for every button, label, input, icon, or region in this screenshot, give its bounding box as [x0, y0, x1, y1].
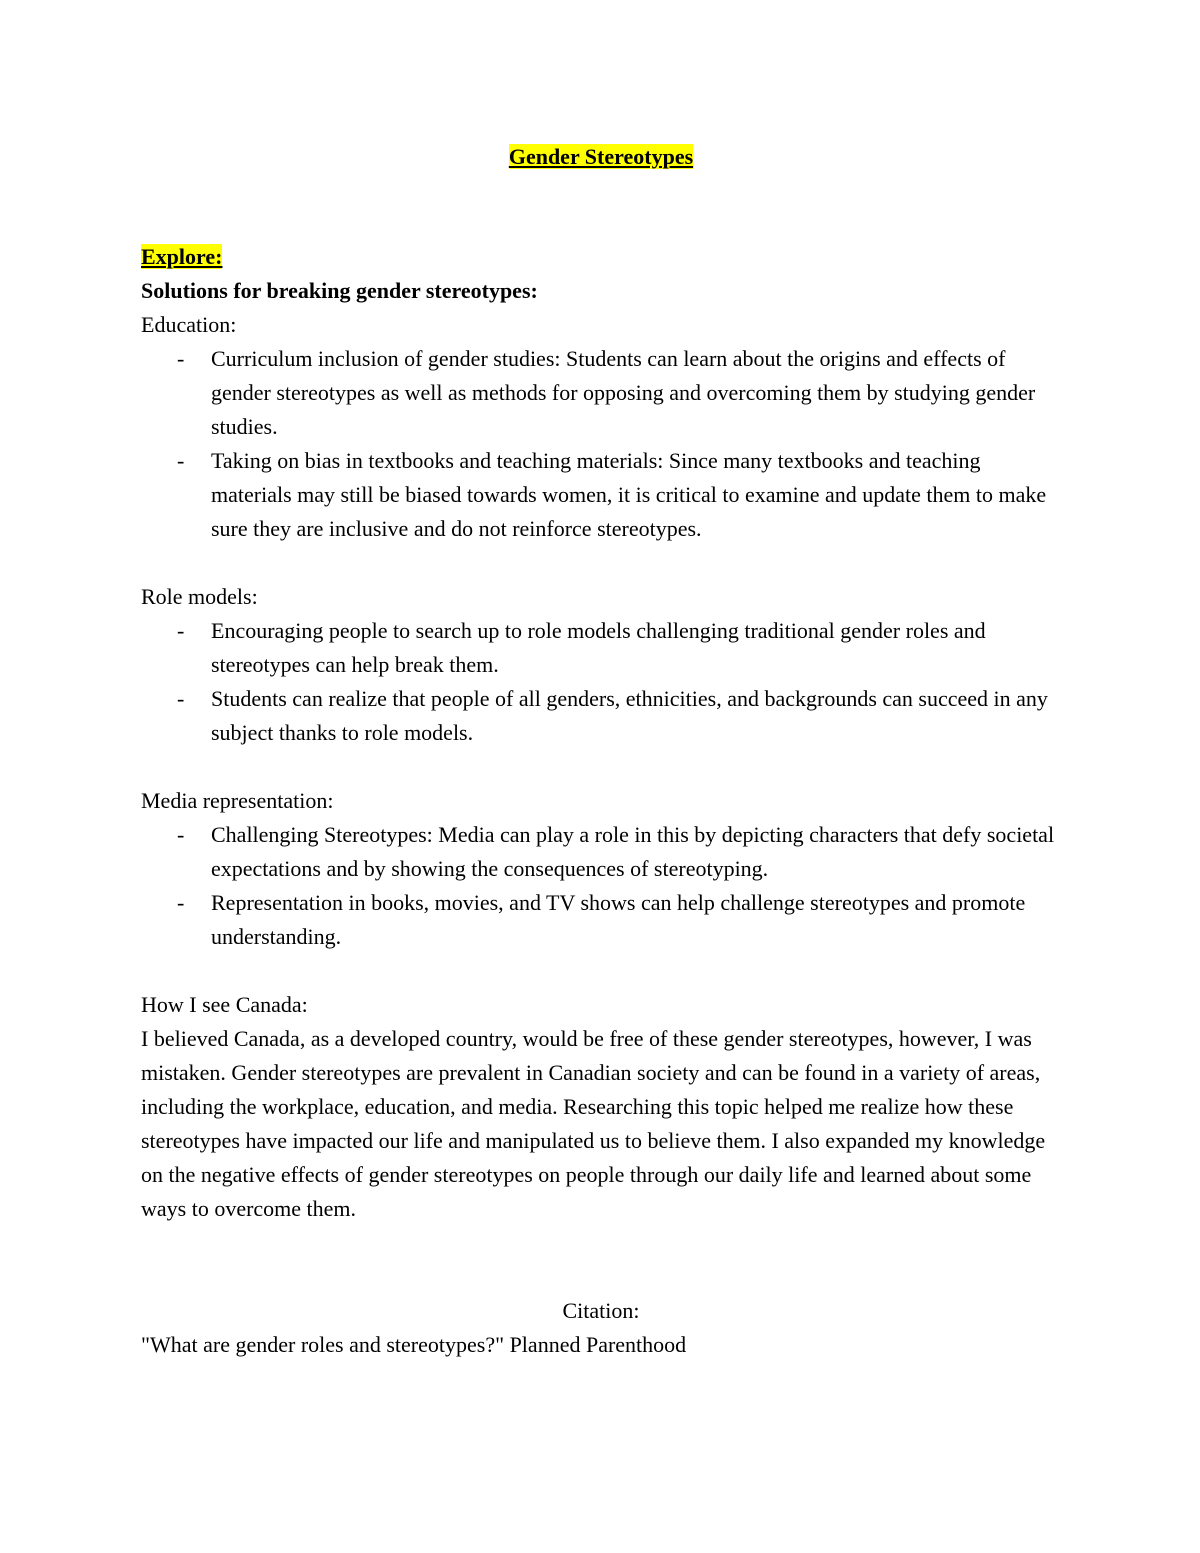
list-item — [141, 614, 1061, 682]
list-item-text: Students can realize that people of all genders, ethnicities, and backgrounds can succeed in any subject thanks to role models. — [211, 686, 1048, 745]
list-item — [141, 886, 1061, 954]
explore-label-line — [141, 240, 1061, 274]
dash-marker: - — [177, 822, 185, 847]
section-heading-education: Education: — [141, 312, 237, 337]
spacer — [141, 954, 1061, 988]
title-block — [141, 140, 1061, 174]
list-item — [141, 444, 1061, 546]
solutions-heading: Solutions for breaking gender stereotypes: — [141, 278, 538, 303]
canada-paragraph: I believed Canada, as a developed country, would be free of these gender stereotypes, however, I was mistaken. Gender stereotypes are prevalent in Canadian society and can be found in a variety of areas, including the workplace, education, and media. Researching this topic helped me realize how these stereotypes have impacted our life and manipulated us to believe them. I also expanded my knowledge on the negative effects of gender stereotypes on people through our daily life and learned about some ways to overcome them. — [141, 1026, 1046, 1221]
dash-marker: - — [177, 686, 185, 711]
dash-marker: - — [177, 890, 185, 915]
list-item-text: Taking on bias in textbooks and teaching materials: Since many textbooks and teaching materials may still be biased towards women, it is critical to examine and update them to make sure they are inclusive and do not reinforce stereotypes. — [211, 448, 1047, 541]
canada-heading: How I see Canada: — [141, 992, 308, 1017]
spacer — [141, 1226, 1061, 1294]
dash-marker: - — [177, 618, 185, 643]
dash-marker: - — [177, 346, 185, 371]
document-title: Gender Stereotypes — [508, 144, 694, 169]
list-item-text: Curriculum inclusion of gender studies: Students can learn about the origins and effects of gender stereotypes as well as methods for opposing and overcoming them by studying gender studies. — [211, 346, 1036, 439]
spacer — [141, 546, 1061, 580]
role-models-list — [141, 614, 1061, 750]
section-heading-role-models: Role models: — [141, 584, 258, 609]
explore-label: Explore: — [141, 244, 223, 269]
document-page — [141, 140, 1061, 1362]
list-item-text: Challenging Stereotypes: Media can play a role in this by depicting characters that defy societal expectations and by showing the consequences of stereotyping. — [211, 822, 1055, 881]
media-list — [141, 818, 1061, 954]
list-item — [141, 682, 1061, 750]
dash-marker: - — [177, 448, 185, 473]
citation-text: "What are gender roles and stereotypes?" Planned Parenthood — [141, 1332, 687, 1357]
list-item-text: Representation in books, movies, and TV shows can help challenge stereotypes and promote understanding. — [211, 890, 1026, 949]
spacer — [141, 750, 1061, 784]
list-item — [141, 342, 1061, 444]
list-item-text: Encouraging people to search up to role models challenging traditional gender roles and stereotypes can help break them. — [211, 618, 986, 677]
section-heading-media: Media representation: — [141, 788, 334, 813]
education-list — [141, 342, 1061, 546]
citation-label: Citation: — [562, 1298, 640, 1323]
list-item — [141, 818, 1061, 886]
